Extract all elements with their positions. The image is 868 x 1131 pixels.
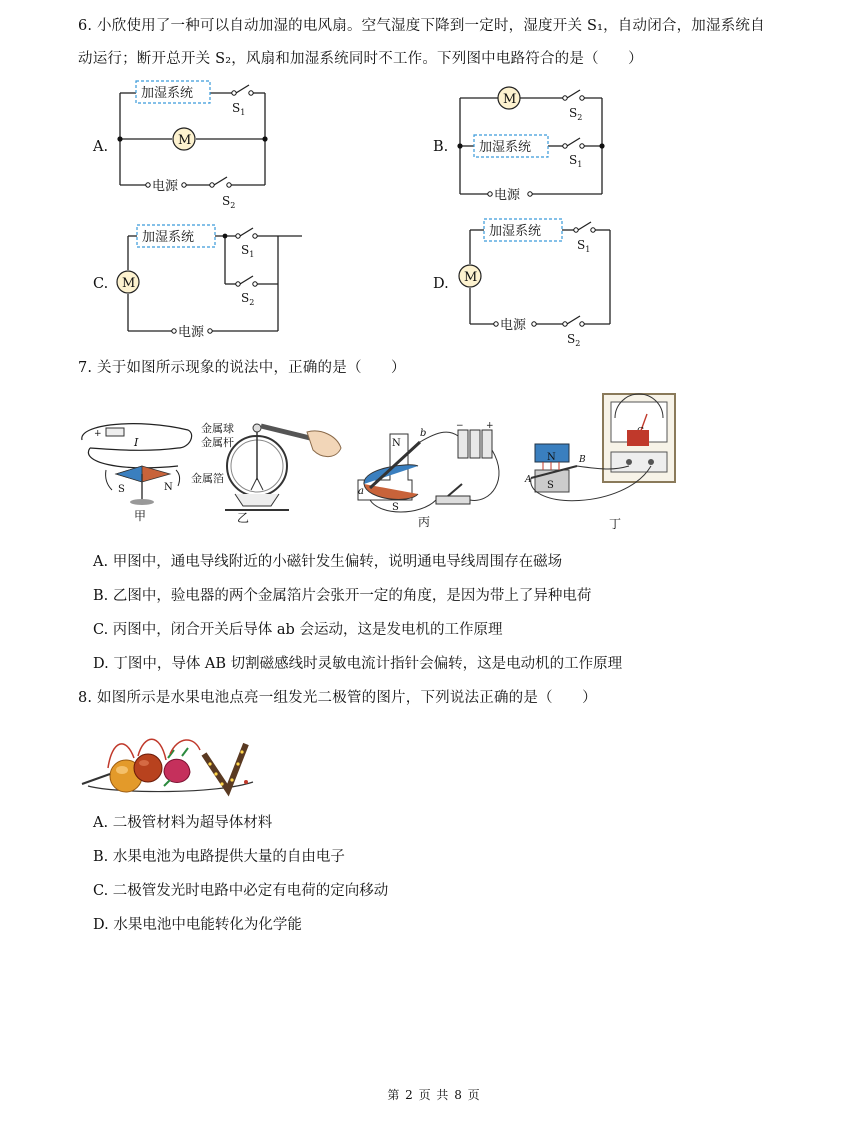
svg-text:S: S bbox=[547, 480, 554, 491]
svg-text:M: M bbox=[464, 270, 478, 285]
q8-fruit-battery-image bbox=[78, 718, 268, 798]
fig-ding-caption: 丁 bbox=[609, 517, 622, 531]
svg-text:S1: $S_1$ bbox=[569, 153, 583, 169]
svg-text:加湿系统: 加湿系统 bbox=[489, 224, 542, 239]
svg-text:B: B bbox=[579, 455, 586, 465]
q6-option-c-label: C. bbox=[93, 276, 109, 292]
q6-option-b-label: B. bbox=[433, 139, 449, 155]
svg-text:电源: 电源 bbox=[152, 179, 179, 194]
svg-text:b: b bbox=[420, 428, 427, 439]
svg-text:M: M bbox=[503, 92, 517, 107]
svg-text:+: + bbox=[486, 421, 494, 431]
svg-text:加湿系统: 加湿系统 bbox=[479, 140, 532, 155]
svg-text:I: I bbox=[134, 436, 139, 449]
svg-text:S1: $S_1$ bbox=[241, 243, 255, 259]
q8-option-c: C. 二极管发光时电路中必定有电荷的定向移动 bbox=[93, 883, 389, 899]
q8-option-d: D. 水果电池中电能转化为化学能 bbox=[93, 917, 302, 933]
q6-option-d-label: D. bbox=[433, 276, 449, 292]
q6-stem-line1: 6. 小欣使用了一种可以自动加湿的电风扇。空气湿度下降到一定时，湿度开关 S₁，自动闭合，加湿系统自 bbox=[78, 18, 765, 34]
q6-option-a-label: A. bbox=[93, 139, 109, 155]
q7-option-a: A. 甲图中，通电导线附近的小磁针发生偏转，说明通电导线周围存在磁场 bbox=[93, 554, 563, 570]
svg-text:S: S bbox=[118, 484, 125, 495]
q7-fig-jia bbox=[78, 412, 198, 522]
fig-bing-caption: 丙 bbox=[418, 515, 431, 529]
q7-option-c: C. 丙图中，闭合开关后导体 ab 会运动，这是发电机的工作原理 bbox=[93, 622, 503, 638]
label-metal-ball: 金属球 bbox=[201, 422, 234, 435]
svg-text:S1: $S_1$ bbox=[577, 238, 591, 254]
q6-stem-line2: 动运行；断开总开关 S₂，风扇和加湿系统同时不工作。下列图中电路符合的是（ ） bbox=[78, 51, 643, 67]
svg-text:S1: $S_1$ bbox=[232, 101, 246, 117]
svg-text:M: M bbox=[122, 276, 136, 291]
svg-text:S2: $S_2$ bbox=[567, 332, 581, 348]
svg-text:S2: $S_2$ bbox=[569, 106, 583, 122]
svg-text:A: A bbox=[525, 475, 532, 485]
q6-circuit-a bbox=[110, 75, 280, 215]
label-metal-foil: 金属箔 bbox=[191, 472, 224, 485]
svg-text:电源: 电源 bbox=[494, 188, 521, 203]
fig-jia-caption: 甲 bbox=[134, 509, 147, 523]
q6-circuit-c bbox=[110, 218, 300, 343]
svg-text:加湿系统: 加湿系统 bbox=[142, 230, 195, 245]
svg-text:S2: $S_2$ bbox=[241, 291, 255, 307]
q8-option-a: A. 二极管材料为超导体材料 bbox=[93, 815, 273, 831]
q7-fig-bing bbox=[350, 420, 510, 528]
svg-text:N: N bbox=[392, 438, 401, 449]
humidifier-text: 加湿系统 bbox=[141, 86, 194, 101]
svg-text:N: N bbox=[164, 482, 173, 493]
label-metal-rod: 金属杆 bbox=[201, 436, 234, 449]
svg-text:a: a bbox=[358, 486, 364, 497]
svg-text:电源: 电源 bbox=[500, 318, 527, 333]
svg-text:M: M bbox=[178, 133, 192, 148]
fig-yi-caption: 乙 bbox=[237, 511, 250, 525]
page-footer: 第 2 页 共 8 页 bbox=[387, 1088, 481, 1102]
svg-text:电源: 电源 bbox=[178, 325, 205, 340]
q7-fig-ding bbox=[525, 390, 685, 530]
svg-text:S: S bbox=[392, 502, 399, 513]
q6-circuit-b bbox=[450, 80, 620, 210]
q7-option-b: B. 乙图中，验电器的两个金属箔片会张开一定的角度，是因为带上了异种电荷 bbox=[93, 588, 592, 604]
svg-text:N: N bbox=[547, 452, 556, 463]
svg-text:S2: $S_2$ bbox=[222, 194, 236, 210]
q7-option-d: D. 丁图中，导体 AB 切割磁感线时灵敏电流计指针会偏转，这是电动机的工作原理 bbox=[93, 656, 623, 672]
q7-fig-yi bbox=[191, 418, 350, 525]
q8-option-b: B. 水果电池为电路提供大量的自由电子 bbox=[93, 849, 345, 865]
q6-circuit-d bbox=[450, 210, 630, 350]
svg-text:+: + bbox=[94, 429, 102, 439]
q8-stem: 8. 如图所示是水果电池点亮一组发光二极管的图片，下列说法正确的是（ ） bbox=[78, 690, 597, 706]
q7-stem: 7. 关于如图所示现象的说法中，正确的是（ ） bbox=[78, 360, 406, 376]
svg-text:−: − bbox=[456, 421, 464, 431]
